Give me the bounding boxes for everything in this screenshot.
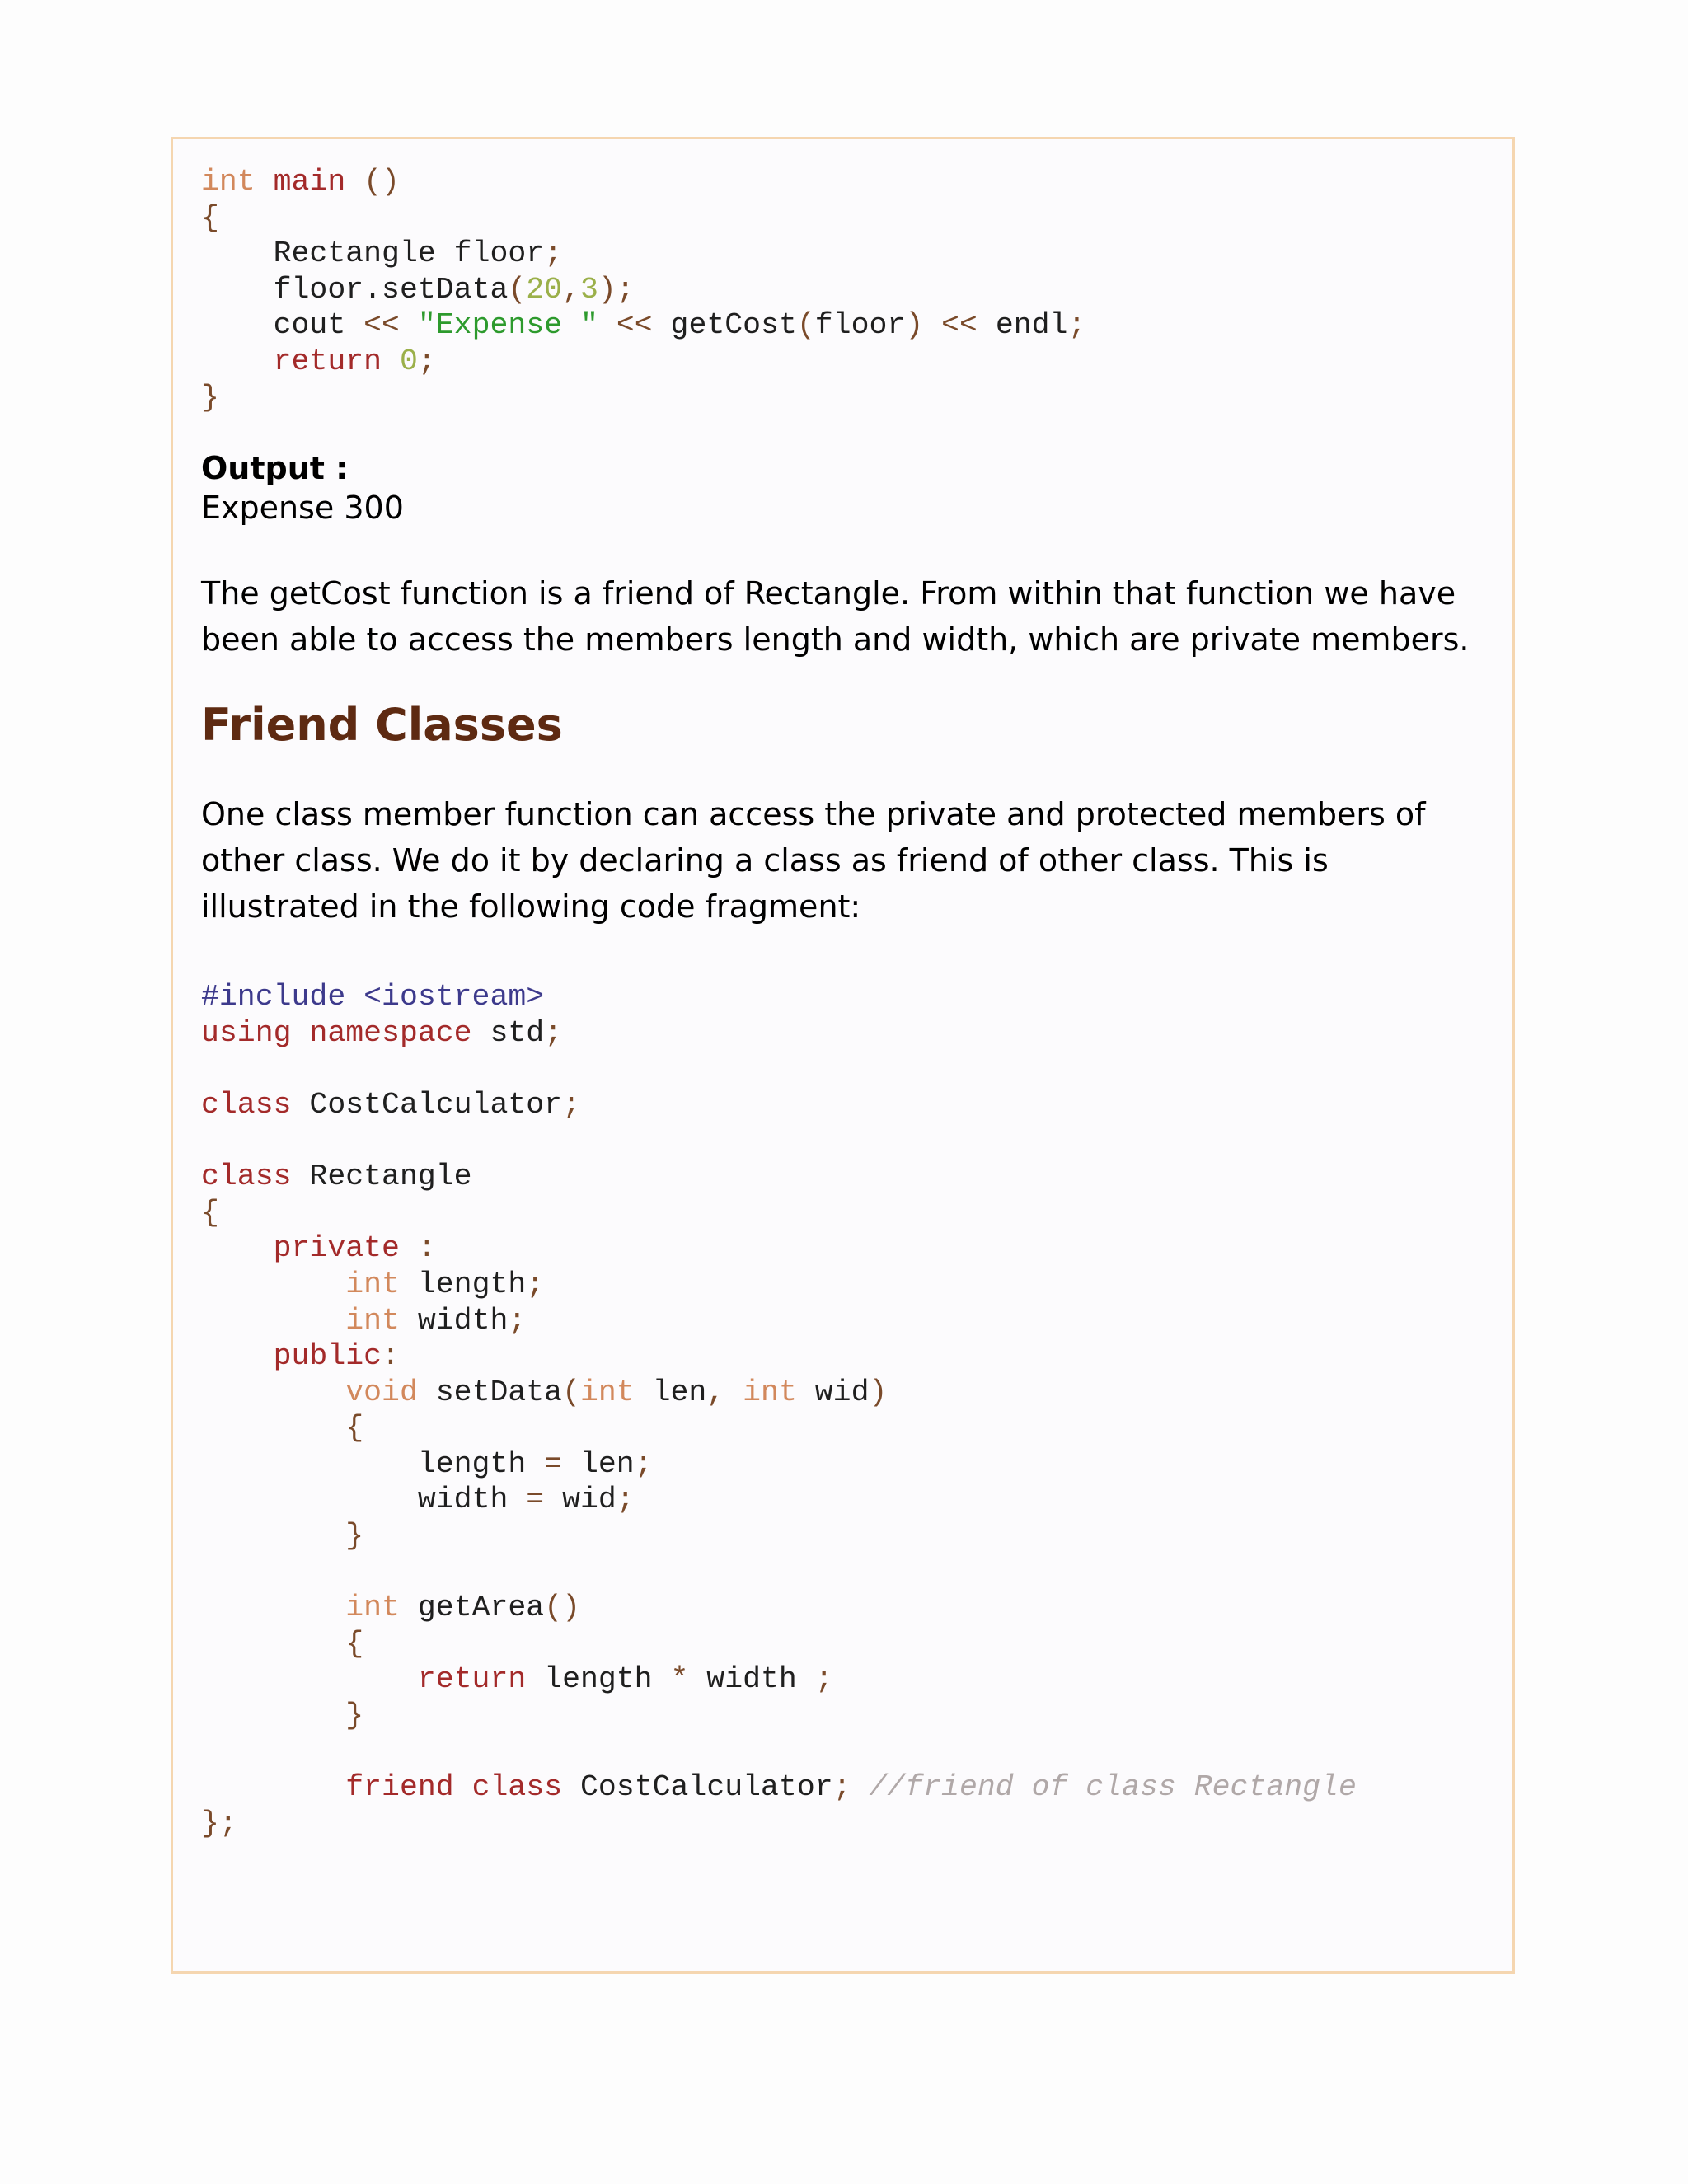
- paragraph-friend-function: The getCost function is a friend of Rectangle. From within that function we have been able to access the members length and width, which are private members.: [201, 575, 1470, 658]
- code-token: int: [580, 1375, 635, 1409]
- code-token: public: [273, 1339, 382, 1374]
- code-token: "Expense ": [417, 308, 598, 343]
- code-main-line: [201, 380, 1495, 416]
- code-rectangle-line: [201, 1769, 1495, 1806]
- code-token: return: [273, 344, 382, 378]
- code-token: #include <iostream>: [201, 980, 545, 1015]
- code-token: floor: [814, 308, 906, 343]
- code-rectangle-line: [201, 1698, 1495, 1734]
- code-token: {: [345, 1411, 364, 1446]
- code-token: [345, 165, 363, 199]
- code-rectangle-line: [201, 1303, 1495, 1339]
- code-block-rectangle-class: [201, 979, 1495, 1841]
- code-token: cout: [273, 308, 364, 343]
- code-token: (): [363, 165, 400, 199]
- code-rectangle-line: [201, 1661, 1495, 1698]
- code-token: 0: [399, 344, 418, 378]
- code-token: floor.setData: [273, 272, 509, 307]
- code-rectangle-line: [201, 1482, 1495, 1518]
- code-token: Rectangle floor: [273, 237, 545, 271]
- code-token: //friend of class Rectangle: [869, 1770, 1357, 1805]
- code-token: CostCalculator: [562, 1770, 833, 1805]
- code-token: ,: [706, 1375, 725, 1409]
- code-token: [292, 1016, 310, 1050]
- code-rectangle-line: [201, 979, 1495, 1015]
- code-main-line: [201, 236, 1495, 272]
- code-main-line: [201, 272, 1495, 308]
- code-token: using: [201, 1015, 292, 1050]
- code-token: wid: [796, 1375, 870, 1409]
- code-rectangle-line: [201, 1590, 1495, 1626]
- code-token: <<: [363, 308, 400, 343]
- code-rectangle-line: [201, 1051, 1495, 1087]
- code-rectangle-line: [201, 1806, 1495, 1842]
- code-token: [382, 344, 400, 378]
- code-token: =: [544, 1446, 563, 1481]
- code-rectangle-line: [201, 1267, 1495, 1303]
- code-rectangle-line: [201, 1338, 1495, 1375]
- output-value: Expense 300: [201, 490, 404, 527]
- code-rectangle-line: [201, 1626, 1495, 1662]
- code-token: class: [201, 1160, 292, 1194]
- code-rectangle-line: [201, 1230, 1495, 1267]
- code-token: ;: [544, 1015, 563, 1050]
- code-token: private: [273, 1231, 400, 1266]
- code-token: getArea: [399, 1591, 545, 1625]
- code-token: namespace: [309, 1015, 472, 1050]
- code-token: main: [273, 165, 346, 199]
- code-rectangle-line: [201, 1195, 1495, 1231]
- code-token: Rectangle: [291, 1160, 472, 1194]
- code-token: CostCalculator: [291, 1087, 563, 1122]
- code-token: len: [562, 1446, 635, 1481]
- code-token: <<: [616, 308, 653, 343]
- code-token: }: [201, 380, 219, 415]
- code-token: {: [201, 200, 219, 235]
- code-rectangle-line: [201, 1410, 1495, 1446]
- code-token: setData: [417, 1375, 563, 1409]
- code-token: [256, 165, 274, 199]
- code-token: return: [417, 1662, 527, 1697]
- code-token: int: [201, 165, 256, 199]
- code-token: [454, 1770, 472, 1804]
- code-token: length: [399, 1267, 527, 1301]
- document-panel: [171, 137, 1515, 1974]
- code-token: ;: [832, 1770, 851, 1805]
- code-token: length: [417, 1446, 545, 1481]
- code-token: =: [526, 1483, 545, 1517]
- code-token: [598, 308, 617, 342]
- code-token: ;: [814, 1662, 833, 1697]
- code-token: [400, 1231, 418, 1265]
- code-token: int: [743, 1375, 797, 1409]
- code-token: );: [598, 272, 635, 307]
- code-token: ,: [562, 272, 580, 307]
- code-token: [400, 308, 418, 342]
- code-rectangle-line: [201, 1015, 1495, 1052]
- code-rectangle-line: [201, 1159, 1495, 1195]
- section-heading: Friend Classes: [201, 699, 563, 752]
- code-token: ): [905, 308, 924, 343]
- code-token: class: [201, 1087, 292, 1122]
- code-token: ;: [508, 1303, 527, 1338]
- code-token: width: [399, 1303, 509, 1338]
- code-token: <<: [941, 308, 978, 343]
- code-token: class: [471, 1770, 563, 1805]
- code-token: (: [796, 308, 815, 343]
- code-main-line: [201, 344, 1495, 380]
- document-content: [201, 164, 1495, 1841]
- code-token: ;: [562, 1087, 580, 1122]
- code-token: wid: [544, 1483, 617, 1517]
- code-token: :: [417, 1231, 436, 1266]
- code-token: ;: [1067, 308, 1086, 343]
- code-token: width: [688, 1662, 815, 1697]
- code-main-line: [201, 164, 1495, 200]
- code-token: void: [345, 1375, 418, 1409]
- code-token: :: [382, 1339, 400, 1374]
- code-token: ;: [526, 1267, 545, 1301]
- output-label: Output :: [201, 450, 349, 487]
- paragraph-friend-classes: One class member function can access the private and protected members of other class. We do it by declaring a class as friend of other class. This is illustrated in the following code fragment:: [201, 796, 1426, 926]
- code-main-line: [201, 200, 1495, 237]
- code-token: ;: [634, 1446, 653, 1481]
- code-token: 20: [526, 272, 563, 307]
- code-token: [851, 1770, 870, 1804]
- code-token: int: [345, 1267, 400, 1301]
- code-token: int: [345, 1591, 400, 1625]
- code-rectangle-line: [201, 1087, 1495, 1123]
- code-token: *: [670, 1662, 689, 1697]
- code-token: 3: [580, 272, 598, 307]
- code-token: int: [345, 1303, 400, 1338]
- code-token: ;: [417, 344, 436, 378]
- code-token: {: [201, 1195, 219, 1230]
- code-token: (: [562, 1375, 580, 1409]
- code-token: len: [634, 1375, 707, 1409]
- code-token: endl: [977, 308, 1068, 343]
- code-token: ;: [616, 1483, 635, 1517]
- code-token: }: [345, 1699, 364, 1733]
- code-token: };: [201, 1806, 237, 1840]
- code-token: ): [869, 1375, 888, 1409]
- code-token: (: [508, 272, 527, 307]
- code-token: friend: [345, 1770, 454, 1805]
- code-rectangle-line: [201, 1123, 1495, 1160]
- code-block-main: [201, 164, 1495, 415]
- code-token: getCost: [652, 308, 797, 343]
- code-token: ;: [544, 237, 563, 271]
- code-rectangle-line: [201, 1446, 1495, 1483]
- code-rectangle-line: [201, 1375, 1495, 1411]
- code-token: }: [345, 1519, 364, 1554]
- code-token: {: [345, 1626, 364, 1661]
- code-main-line: [201, 307, 1495, 344]
- code-token: length: [526, 1662, 671, 1697]
- code-token: (): [544, 1591, 580, 1625]
- code-token: std: [471, 1015, 545, 1050]
- code-rectangle-line: [201, 1518, 1495, 1554]
- code-token: [923, 308, 941, 342]
- code-token: [724, 1376, 743, 1409]
- code-rectangle-line: [201, 1734, 1495, 1770]
- code-rectangle-line: [201, 1554, 1495, 1591]
- code-token: width: [417, 1483, 527, 1517]
